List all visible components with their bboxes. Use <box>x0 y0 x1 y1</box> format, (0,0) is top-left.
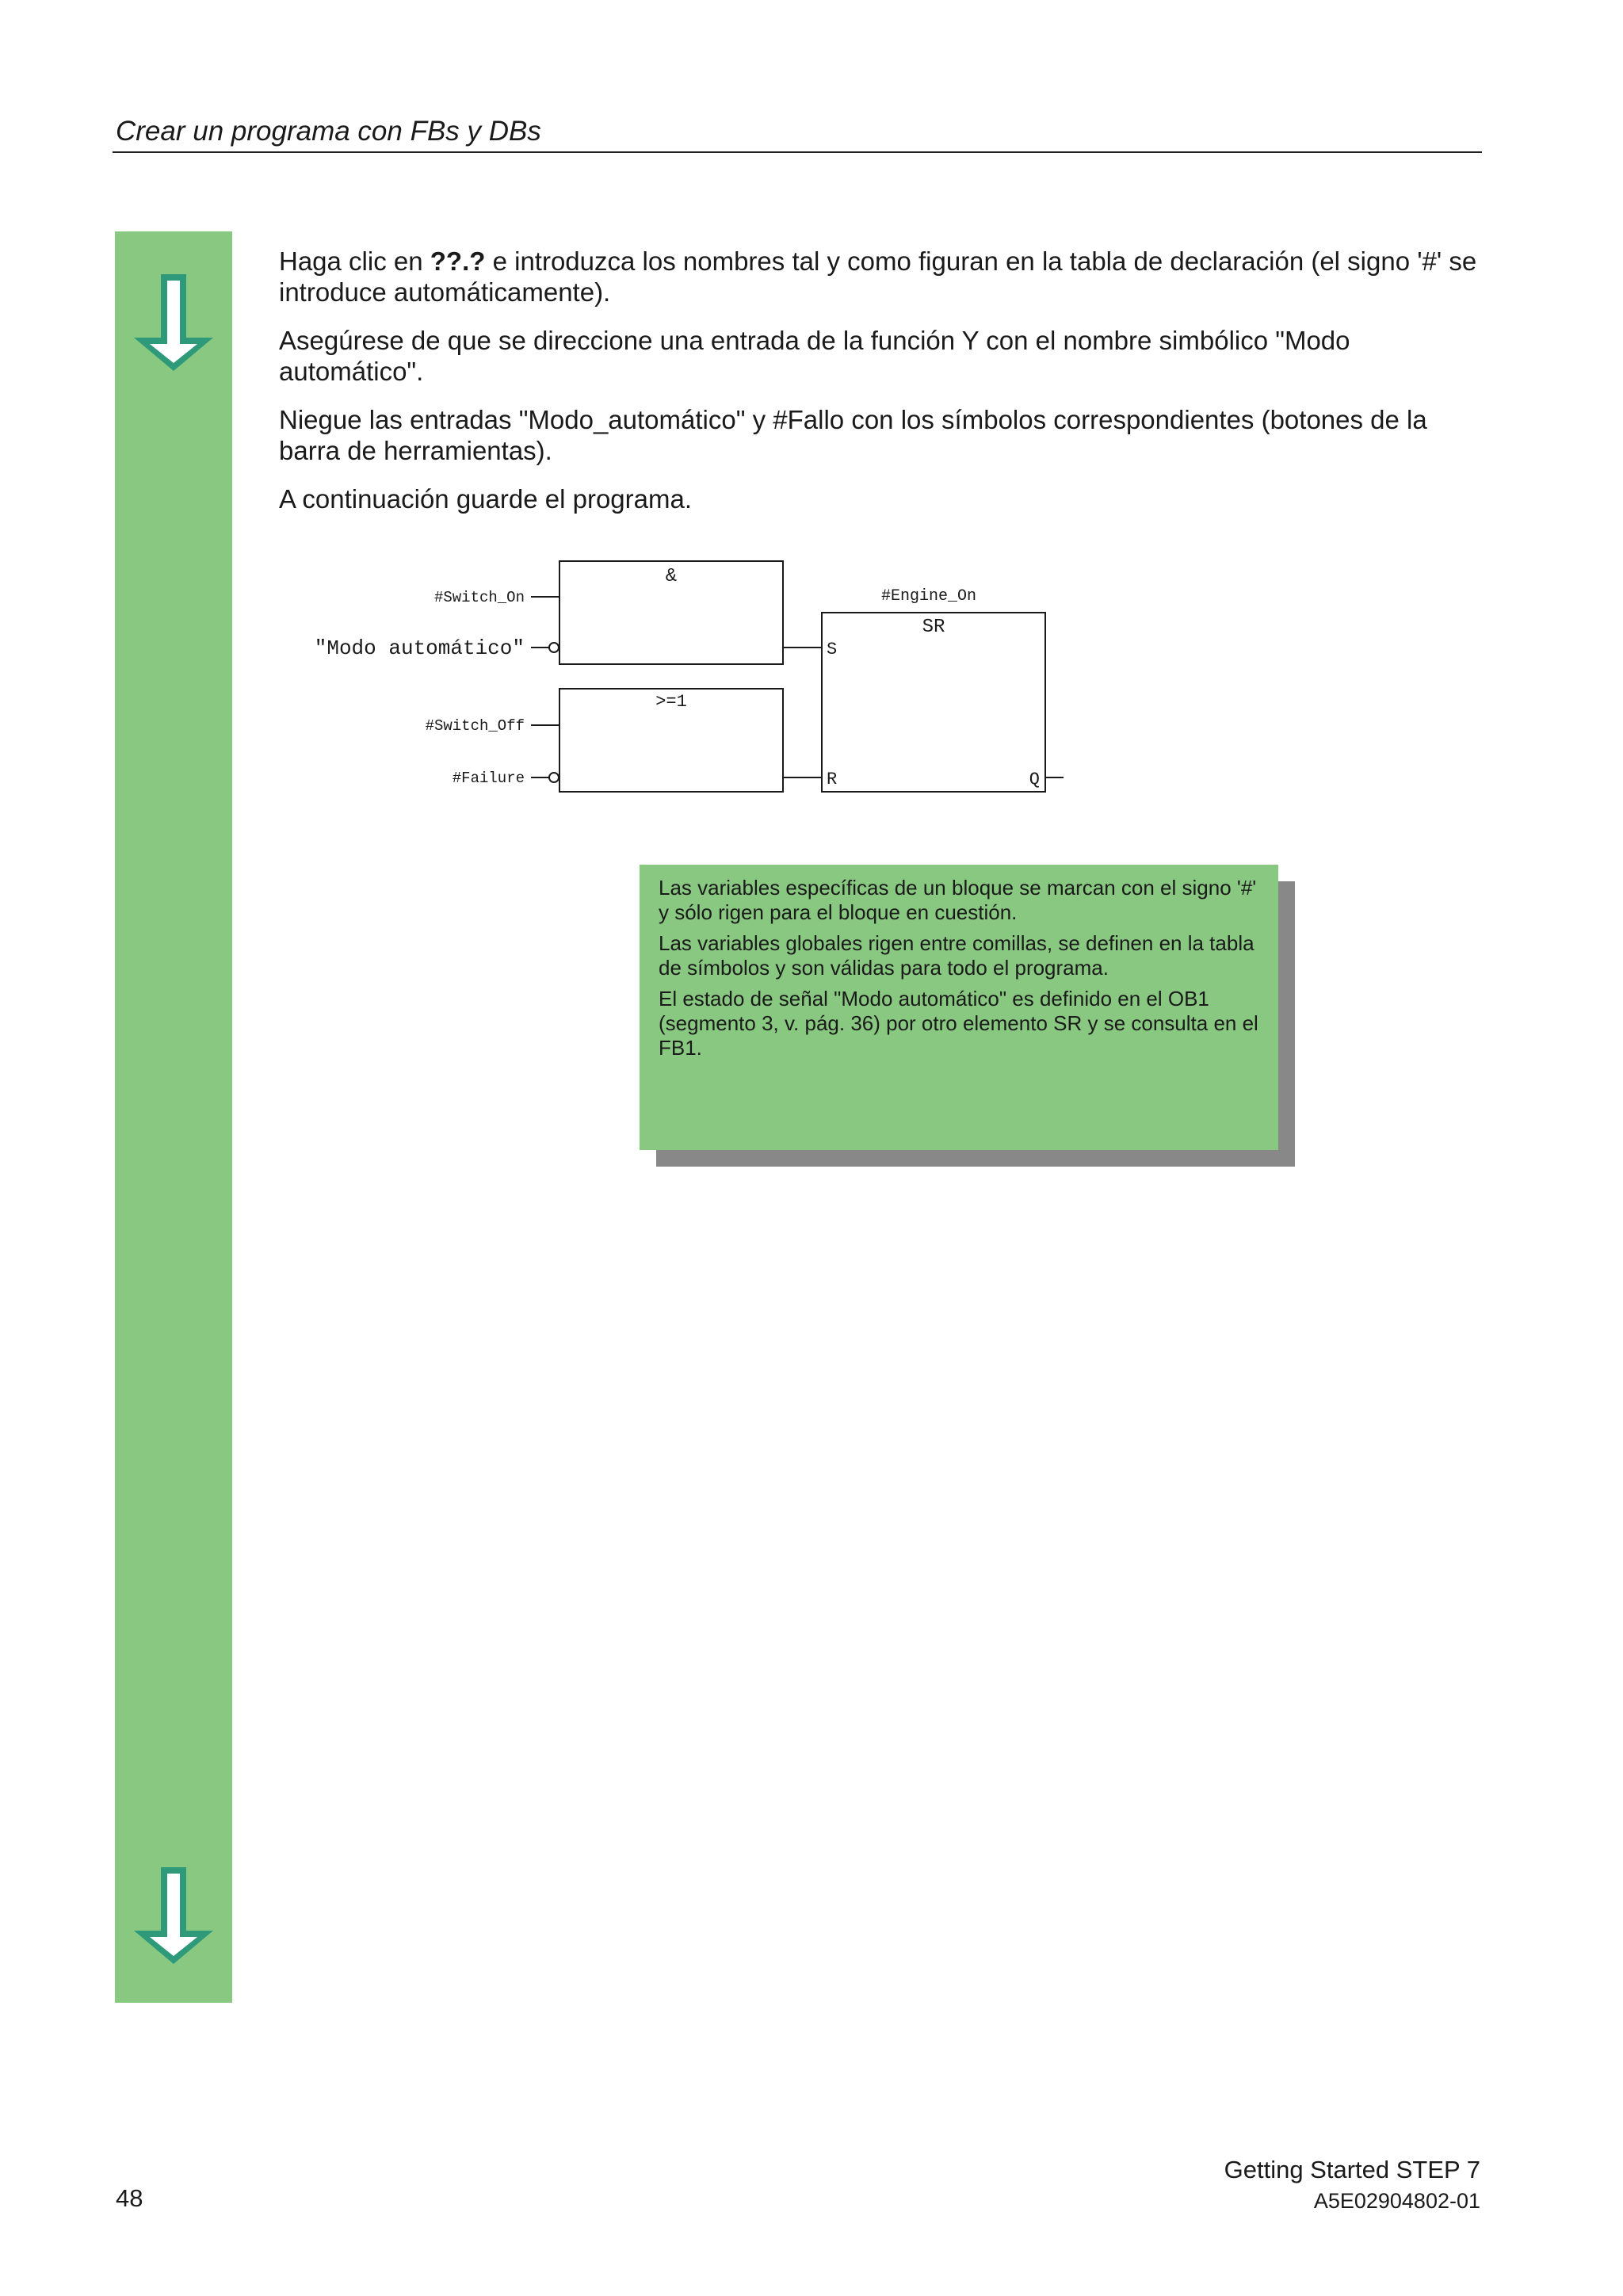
instruction-paragraph: A continuación guarde el programa. <box>279 484 693 514</box>
sr-symbol: SR <box>922 617 945 638</box>
down-arrow-icon <box>128 1864 220 1967</box>
note-paragraph: Las variables globales rigen entre comillas, se definen en la tabla de símbolos y son válidas para todo el programa. <box>659 931 1254 980</box>
and-symbol: & <box>665 566 678 587</box>
note-paragraph: El estado de señal "Modo automático" es definido en el OB1 (segmento 3, v. pág. 36) por otro elemento SR y se consulta en el FB1. <box>659 987 1258 1060</box>
footer-doc-code: A5E02904802-01 <box>1313 2189 1480 2213</box>
s-pin-label: S <box>827 640 838 659</box>
q-pin-label: Q <box>1029 770 1040 789</box>
switch-on-label: #Switch_On <box>433 589 525 606</box>
or-symbol: >=1 <box>655 692 687 712</box>
page-number: 48 <box>116 2184 143 2212</box>
instruction-bold-text: ??.? <box>430 246 486 276</box>
down-arrow-icon <box>128 271 220 374</box>
instruction-paragraph: Asegúrese de que se direccione una entrada de la función Y con el nombre simbólico "Modo automático". <box>279 326 1350 386</box>
page-header-title: Crear un programa con FBs y DBs <box>116 116 541 147</box>
engine-on-label: #Engine_On <box>880 587 977 606</box>
switch-off-label: #Switch_Off <box>425 717 525 735</box>
step-side-bar <box>115 231 232 2003</box>
r-pin-label: R <box>827 770 838 789</box>
fbd-diagram <box>285 551 1078 804</box>
instruction-text: Haga clic en <box>279 246 430 276</box>
instructions <box>279 246 1484 532</box>
header-divider <box>113 151 1482 153</box>
sr-block <box>822 613 1045 792</box>
instruction-paragraph: Niegue las entradas "Modo_automático" y #Fallo con los símbolos correspondientes (botones de la barra de herramientas). <box>279 405 1427 465</box>
failure-label: #Failure <box>452 770 525 787</box>
footer-doc-title: Getting Started STEP 7 <box>1224 2156 1480 2183</box>
instruction-text: e introduzca los nombres tal y como figuran en la tabla de declaración (el signo '#' se introduce automáticamente). <box>279 246 1477 307</box>
note-text <box>659 876 1261 1067</box>
instruction-paragraph <box>279 246 1484 308</box>
note-paragraph: Las variables específicas de un bloque se marcan con el signo '#' y sólo rigen para el bloque en cuestión. <box>659 876 1257 924</box>
note-box <box>640 865 1278 1150</box>
modo-automatico-label: "Modo automático" <box>314 636 525 660</box>
